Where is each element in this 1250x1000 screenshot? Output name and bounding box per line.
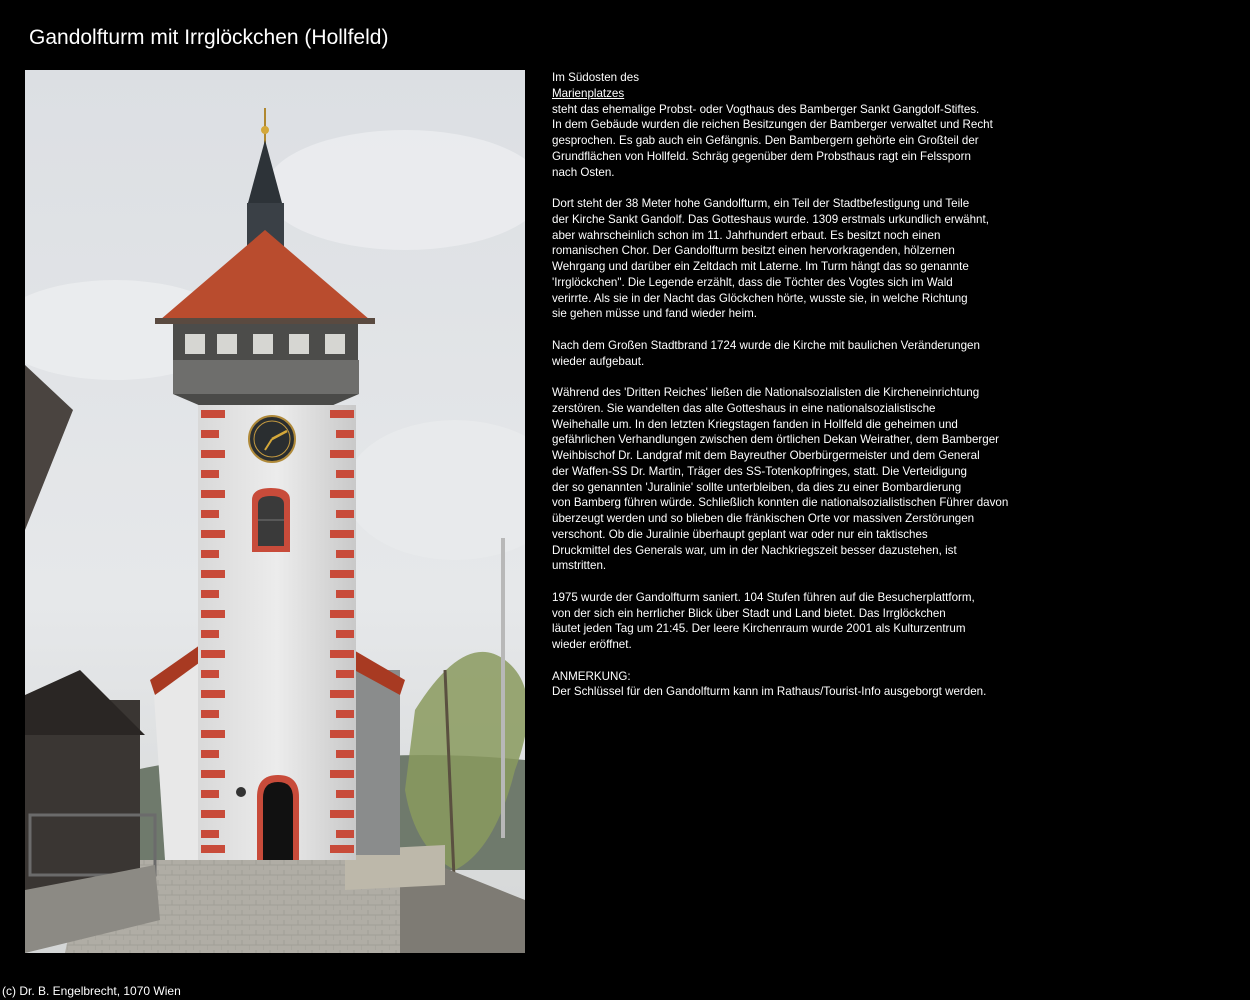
note-paragraph [552, 669, 1032, 701]
intro-paragraph [552, 70, 1032, 180]
text-line: aber wahrscheinlich schon im 11. Jahrhundert erbaut. Es besitzt noch einen [552, 228, 941, 242]
history-paragraph [552, 385, 1032, 574]
text-line: Weihehalle um. In den letzten Kriegstagen fanden in Hollfeld die geheimen und [552, 417, 958, 431]
intro-line: Im Südosten des [552, 71, 640, 84]
text-line: überzeugt werden und so blieben die fränkischen Orte vor massiven Zerstörungen [552, 512, 975, 525]
text-line: gesprochen. Es gab auch ein Gefängnis. Den Bambergern gehörte ein Großteil der [552, 134, 979, 147]
text-line: Nach dem Großen Stadtbrand 1724 wurde die Kirche mit baulichen Veränderungen [552, 338, 980, 352]
text-line: umstritten. [552, 559, 607, 573]
marienplatz-link[interactable]: Marienplatzes [552, 86, 625, 100]
text-line: wieder eröffnet. [552, 638, 632, 651]
tower-paragraph [552, 196, 1032, 322]
page-title: Gandolfturm mit Irrglöckchen (Hollfeld) [29, 26, 389, 49]
text-line: steht das ehemalige Probst- oder Vogthaus des Bamberger Sankt Gangdolf-Stiftes. [552, 102, 980, 116]
text-line: In dem Gebäude wurden die reichen Besitzungen der Bamberger verwaltet und Recht [552, 118, 993, 132]
text-line: nach Osten. [552, 165, 615, 179]
copyright-footer: (c) Dr. B. Engelbrecht, 1070 Wien [2, 984, 181, 998]
text-line: Druckmittel des Generals war, um in der Nachkriegszeit besser dazustehen, ist [552, 543, 957, 557]
text-line: der so genannten 'Juralinie' sollte unterbleiben, da dies zu einer Bombardierung [552, 480, 962, 494]
text-line: von Bamberg führen würde. Schließlich konnten die nationalsozialistischen Führer davon [552, 496, 1009, 510]
text-line: von der sich ein herrlicher Blick über Stadt und Land bietet. Das Irrglöckchen [552, 606, 946, 620]
text-line: 1975 wurde der Gandolfturm saniert. 104 Stufen führen auf die Besucherplattform, [552, 590, 975, 604]
text-line: der Kirche Sankt Gandolf. Das Gotteshaus wurde. 1309 erstmals urkundlich erwähnt, [552, 212, 989, 226]
fire-paragraph [552, 338, 1032, 370]
tower-photo [25, 70, 525, 953]
text-line: Grundflächen von Hollfeld. Schräg gegenüber dem Probsthaus ragt ein Felssporn [552, 149, 971, 163]
text-line: sie gehen müsse und fand wieder heim. [552, 307, 757, 321]
note-heading: ANMERKUNG: [552, 669, 631, 683]
text-line: wieder aufgebaut. [552, 354, 645, 368]
text-line: Dort steht der 38 Meter hohe Gandolfturm, ein Teil der Stadtbefestigung und Teile [552, 197, 970, 210]
text-line: der Waffen-SS Dr. Martin, Träger des SS-Totenkopfringes, statt. Die Verteidigung [552, 464, 967, 478]
text-line: gefährlichen Verhandlungen zwischen dem örtlichen Dekan Weirather, dem Bamberger [552, 433, 1000, 447]
text-line: Während des 'Dritten Reiches' ließen die Nationalsozialisten die Kircheneinrichtung [552, 386, 980, 399]
note-text: Der Schlüssel für den Gandolfturm kann im Rathaus/Tourist-Info ausgeborgt werden. [552, 685, 987, 699]
text-line: läutet jeden Tag um 21:45. Der leere Kirchenraum wurde 2001 als Kulturzentrum [552, 622, 966, 636]
text-line: verschont. Ob die Juralinie überhaupt geplant war oder nur ein taktisches [552, 527, 928, 541]
text-line: verirrte. Als sie in der Nacht das Glöckchen hörte, wusste sie, in welche Richtung [552, 291, 968, 305]
text-line: zerstören. Sie wandelten das alte Gotteshaus in eine nationalsozialistische [552, 401, 936, 415]
text-line: 'Irrglöckchen". Die Legende erzählt, dass die Töchter des Vogtes sich im Wald [552, 275, 953, 289]
text-line: Wehrgang und darüber ein Zeltdach mit Laterne. Im Turm hängt das so genannte [552, 260, 969, 273]
renovation-paragraph [552, 590, 1032, 653]
text-line: Weihbischof Dr. Landgraf mit dem Bayreuther Oberbürgermeister und dem General [552, 449, 980, 462]
article-text [552, 70, 1032, 716]
text-line: romanischen Chor. Der Gandolfturm besitzt einen hervorkragenden, hölzernen [552, 244, 955, 258]
